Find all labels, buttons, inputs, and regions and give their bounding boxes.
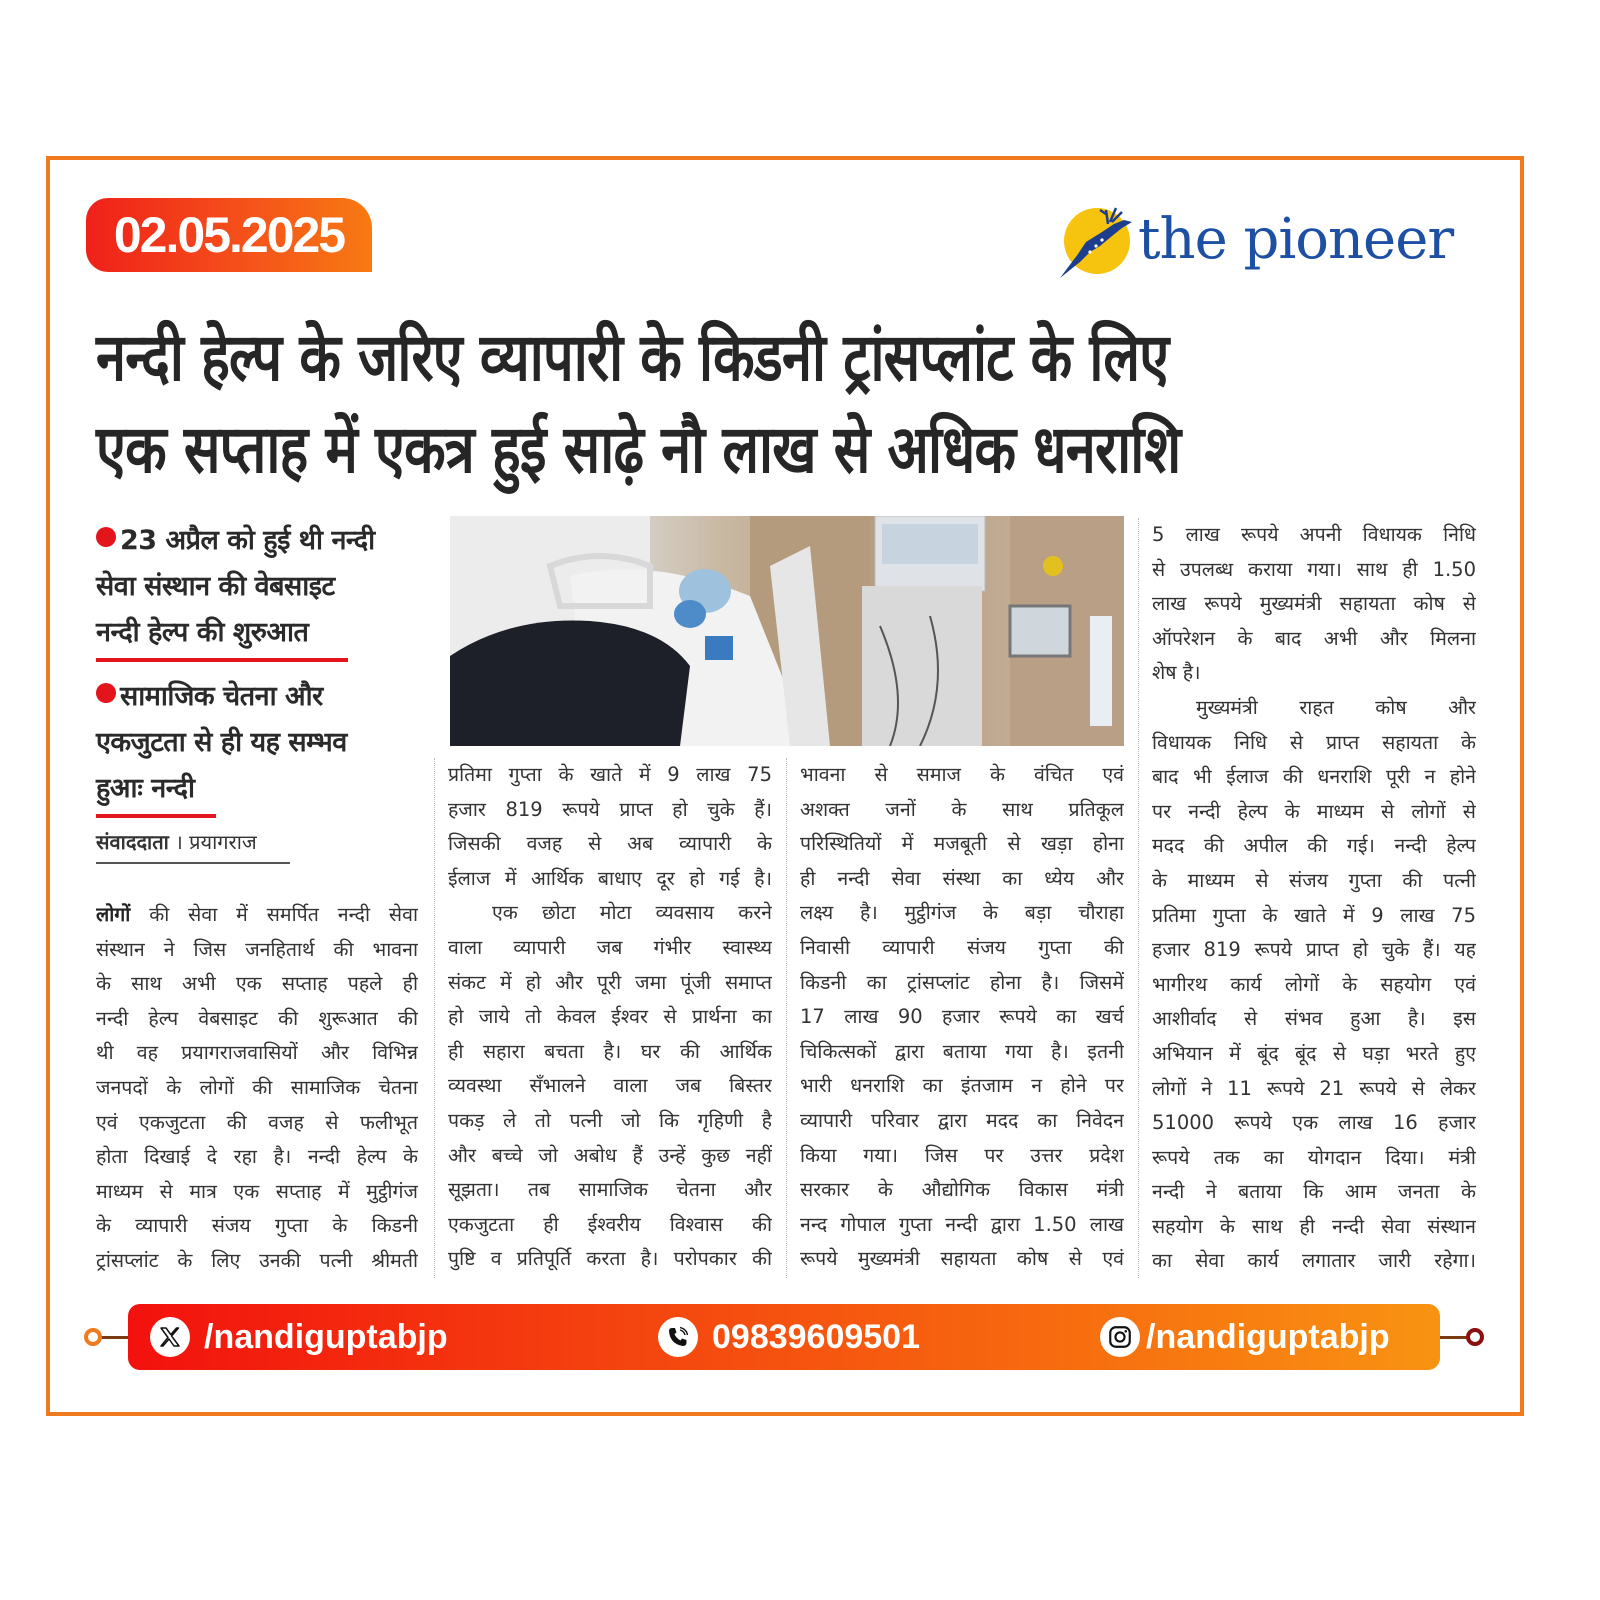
article-column-3: भावना से समाज के वंचित एवं अशक्त जनों के साथ प्रतिकूल परिस्थितियों में मजबूती से खड़ा होना ही नन्दी सेवा संस्था का ध्येय और लक्ष्य है। मुट्ठीगंज के बड़ा चौराहा निवासी व्यापारी संजय गुप्ता की किडनी का ट्रांसप्लांट होना है। जिसमें 17 लाख 90 हजार रूपये का खर्च चिकित्सकों द्वारा बताया गया है। इतनी भारी धनराशि का इंतजाम न होने पर व्यापारी परिवार द्वारा मदद का निवेदन किया गया। जिस पर उत्तर प्रदेश सरकार के औद्योगिक विकास मंत्री नन्द गोपाल गुप्ता नन्दी द्वारा 1.50 लाख रूपये मुख्यमंत्री सहायता कोष से एवं (800, 763, 1124, 1271)
bullet-dot-icon (96, 527, 116, 547)
date-badge: 02.05.2025 (86, 198, 372, 272)
instagram-link[interactable] (1100, 1304, 1390, 1370)
headline-line-1: नन्दी हेल्प के जरिए व्यापारी के किडनी ट्रांसप्लांट के लिए (96, 319, 1169, 396)
hospital-patient-photo (450, 516, 1124, 746)
publication-logo (1056, 200, 1453, 280)
column-divider (1138, 518, 1139, 1278)
highlight-2: सामाजिक चेतना और एकजुटता से ही यह सम्भव हुआः नन्दी (96, 681, 347, 804)
article-column-4: 5 लाख रूपये अपनी विधायक निधि से उपलब्ध कराया गया। साथ ही 1.50 लाख रूपये मुख्यमंत्री सहायता कोष से ऑपरेशन के बाद अभी और मिलना शेष है। मुख्यमंत्री राहत कोष और विधायक निधि से प्राप्त सहायता के बाद भी ईलाज की धनराशि पूरी न होने पर नन्दी हेल्प के माध्यम से लोगों से मदद की अपील की गई। नन्दी हेल्प के माध्यम से संजय गुप्ता की पत्नी प्रतिमा गुप्ता के खाते में 9 लाख 75 हजार 819 रूपये प्राप्त हो चुके हैं। यह भागीरथ कार्य लोगों के सहयोग एवं आशीर्वाद से संभव हुआ है। इस अभियान में बूंद बूंद से घड़ा भरते हुए लोगों ने 11 रूपये 21 रूपये से लेकर 51000 रूपये एक लाख 16 हजार रूपये तक का योगदान दिया। मंत्री नन्दी ने बताया कि आम जनता के सहयोग के साथ ही नन्दी सेवा संस्थान का सेवा कार्य लगातार जारी रहेगा। (1152, 523, 1476, 1273)
lead-word: लोगों (96, 903, 131, 926)
phone-link[interactable] (658, 1304, 920, 1370)
highlight-underline (96, 814, 216, 818)
footer-dot-left (84, 1328, 102, 1346)
column-divider (786, 758, 787, 1278)
footer-dot-right (1466, 1328, 1484, 1346)
byline-place: प्रयागराज (189, 830, 257, 854)
instagram-handle: /nandiguptabjp (1146, 1317, 1390, 1356)
byline-role: संवाददाता (96, 830, 169, 854)
article-column-2: प्रतिमा गुप्ता के खाते में 9 लाख 75 हजार 819 रूपये प्राप्त हो चुके हैं। जिसकी वजह से अब व्यापारी के ईलाज में आर्थिक बाधाए दूर हो गई है। एक छोटा मोटा व्यवसाय करने वाला व्यापारी जब गंभीर स्वास्थ्य संकट में हो और पूरी जमा पूंजी समाप्त हो जाये तो केवल ईश्वर से प्रार्थना का ही सहारा बचता है। घर की आर्थिक व्यवस्था सँभालने वाला जब बिस्तर पकड़ ले तो पत्नी जो कि गृहिणी है और बच्चे जो अबोध हैं उन्हें कुछ नहीं सूझता। तब सामाजिक चेतना और एकजुटता ही ईश्वरीय विश्वास की पुष्टि व प्रतिपूर्ति करता है। परोपकार की (448, 763, 772, 1271)
leaping-deer-sun-icon (1056, 202, 1132, 278)
headline-line-2: एक सप्ताह में एकत्र हुई साढ़े नौ लाख से अधिक धनराशि (96, 411, 1181, 488)
article-photo (450, 516, 1124, 746)
phone-number: 09839609501 (712, 1317, 921, 1356)
byline-rule (96, 862, 290, 864)
publication-name: the pioneer (1138, 207, 1454, 272)
headline (96, 312, 1236, 496)
highlights (96, 518, 426, 830)
instagram-icon (1100, 1317, 1140, 1357)
phone-icon (658, 1317, 698, 1357)
twitter-link[interactable] (150, 1304, 448, 1370)
highlight-underline (96, 658, 348, 662)
twitter-handle: /nandiguptabjp (204, 1317, 448, 1356)
article-column-1: लोगों की सेवा में समर्पित नन्दी सेवा संस्थान ने जिस जनहितार्थ की भावना के साथ अभी एक सप्ताह पहले ही नन्दी हेल्प वेबसाइट की शुरूआत की थी वह प्रयागराजवासियों और विभिन्न जनपदों के लोगों की सामाजिक चेतना एवं एकजुटता की वजह से फलीभूत होता दिखाई दे रहा है। नन्दी हेल्प के माध्यम से मात्र एक सप्ताह में मुट्ठीगंज के व्यापारी संजय गुप्ता के किडनी ट्रांसप्लांट के लिए उनकी पत्नी श्रीमती (96, 903, 418, 1272)
byline: संवाददाता । प्रयागराज (96, 830, 257, 854)
highlight-1: 23 अप्रैल को हुई थी नन्दी सेवा संस्थान की वेबसाइट नन्दी हेल्प की शुरुआत (96, 525, 375, 648)
contact-footer-bar (128, 1304, 1440, 1370)
bullet-dot-icon (96, 683, 116, 703)
x-twitter-icon (150, 1317, 190, 1357)
column-divider (434, 758, 435, 1278)
